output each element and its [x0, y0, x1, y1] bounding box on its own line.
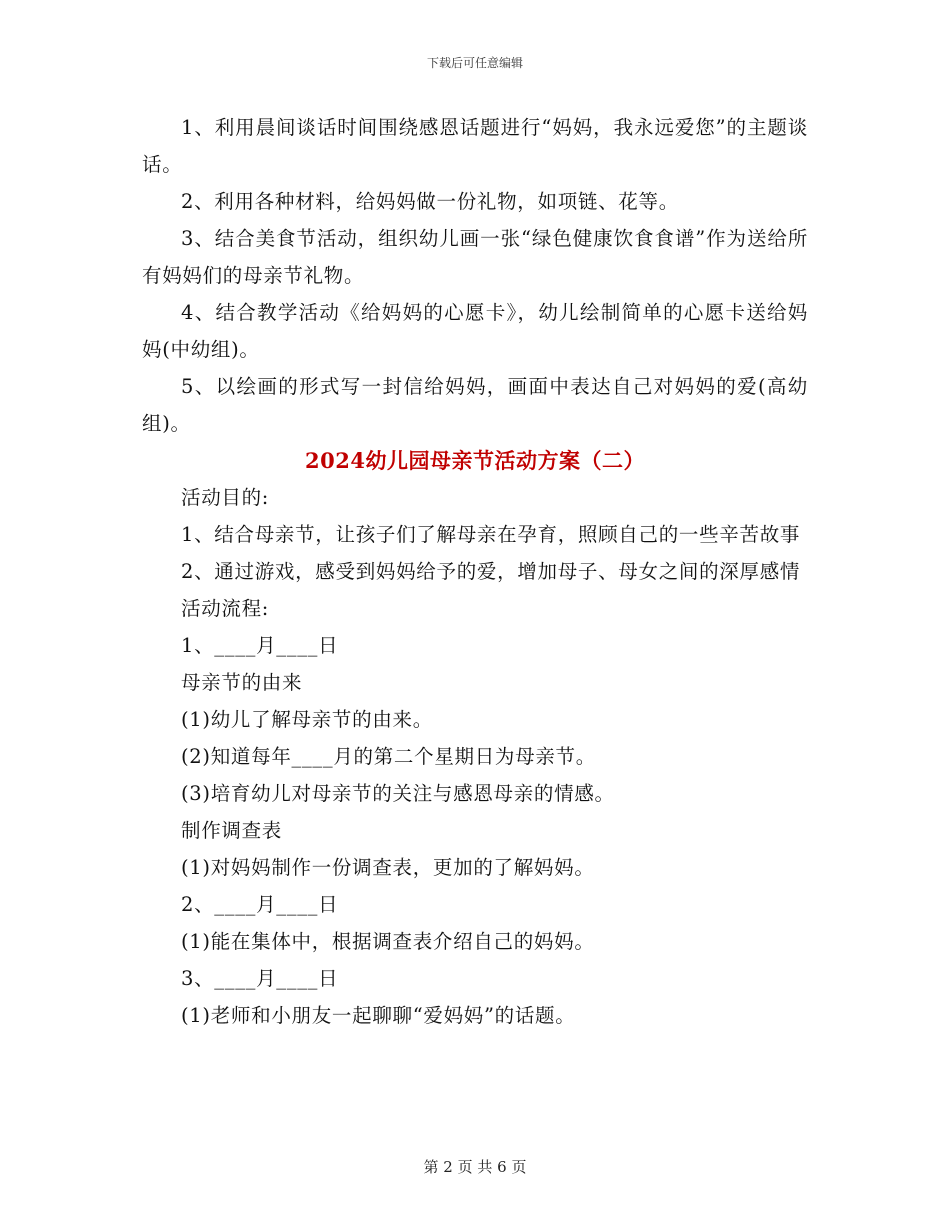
section-title: 2024幼儿园母亲节活动方案（二）: [305, 448, 645, 473]
paragraph: 母亲节的由来: [181, 671, 303, 694]
paragraph: 2、通过游戏，感受到妈妈给予的爱，增加母子、母女之间的深厚感情: [181, 560, 801, 583]
paragraph: 2、利用各种材料，给妈妈做一份礼物，如项链、花等。: [181, 190, 679, 213]
document-body: [142, 109, 808, 1034]
paragraph: 2、____月____日: [181, 893, 339, 916]
paragraph: (1)老师和小朋友一起聊聊“爱妈妈”的话题。: [181, 1004, 576, 1027]
paragraph: 1、结合母亲节，让孩子们了解母亲在孕育，照顾自己的一些辛苦故事: [181, 523, 801, 546]
paragraph: (1)对妈妈制作一份调查表，更加的了解妈妈。: [181, 856, 595, 879]
paragraph: (1)能在集体中，根据调查表介绍自己的妈妈。: [181, 930, 595, 953]
paragraph: 3、结合美食节活动，组织幼儿画一张“绿色健康饮食食谱”作为送给所有妈妈们的母亲节礼物。: [142, 227, 808, 287]
paragraph: 活动流程:: [181, 597, 270, 620]
page-header: 下载后可任意编辑: [426, 56, 523, 70]
paragraph: (3)培育幼儿对母亲节的关注与感恩母亲的情感。: [181, 782, 615, 805]
paragraph: 3、____月____日: [181, 967, 339, 990]
paragraph: 制作调查表: [181, 819, 283, 842]
paragraph: 1、____月____日: [181, 634, 339, 657]
paragraph: (2)知道每年____月的第二个星期日为母亲节。: [181, 745, 596, 768]
paragraph: 5、以绘画的形式写一封信给妈妈，画面中表达自己对妈妈的爱(高幼组)。: [142, 375, 808, 435]
paragraph: 4、结合教学活动《给妈妈的心愿卡》，幼儿绘制简单的心愿卡送给妈妈(中幼组)。: [142, 301, 808, 361]
page-footer: 第 2 页 共 6 页: [423, 1158, 527, 1176]
paragraph: (1)幼儿了解母亲节的由来。: [181, 708, 433, 731]
paragraph: 活动目的:: [181, 486, 270, 509]
paragraph: 1、利用晨间谈话时间围绕感恩话题进行“妈妈，我永远爱您”的主题谈话。: [142, 116, 808, 176]
